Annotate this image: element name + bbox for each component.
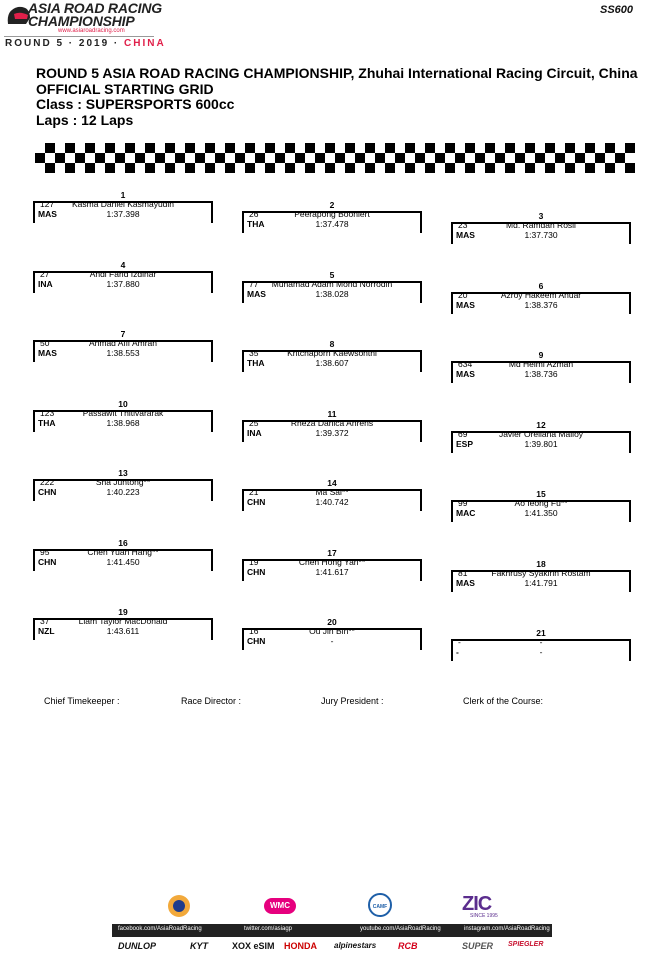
grid-position: 4 <box>120 259 126 270</box>
zic-logo: ZIC <box>462 893 492 915</box>
grid-position: 6 <box>538 280 544 291</box>
grid-position: 10 <box>118 398 128 409</box>
rider-name: Ahmad Afif Amran <box>88 338 158 348</box>
rider-name: Rheza Danica Ahrens <box>290 417 374 428</box>
logo-title: ASIA ROAD RACING CHAMPIONSHIP <box>28 0 162 29</box>
sponsor-rcb: RCB <box>398 941 418 951</box>
sponsor-alpinestars: alpinestars <box>334 941 377 950</box>
qualifying-time: 1:40.742 <box>315 497 349 507</box>
grid-position: 5 <box>329 269 335 280</box>
facebook-link[interactable]: facebook.com/AsiaRoadRacing <box>118 926 202 932</box>
grid-position: 1 <box>120 190 126 200</box>
rider-name: Chen Yuan Hang** <box>87 546 159 557</box>
rider-nationality: INA <box>38 278 53 289</box>
partner-emblem-icon <box>164 893 194 919</box>
divider <box>4 36 154 37</box>
grid-position: 20 <box>327 617 337 627</box>
jury-president-label: Jury President : <box>321 696 384 706</box>
rider-number: 81 <box>458 567 468 578</box>
qualifying-time: - <box>539 647 543 657</box>
rider-nationality: INA <box>247 427 262 438</box>
grid-position: 21 <box>536 628 546 638</box>
logo-url: www.asiaroadracing.com <box>58 28 125 34</box>
rider-number: 99 <box>458 498 468 508</box>
rider-name: Andi Farid Izdihar <box>89 268 157 279</box>
rider-nationality: MAS <box>38 209 57 219</box>
grid-position: 16 <box>118 537 128 548</box>
rider-name: Peerapong Boonlert <box>294 209 370 219</box>
rider-number: 27 <box>40 268 50 279</box>
rider-nationality: MAS <box>456 369 475 379</box>
grid-position: 18 <box>536 558 546 569</box>
clerk-label: Clerk of the Course: <box>463 696 544 706</box>
qualifying-time: 1:39.372 <box>315 427 349 438</box>
qualifying-time: 1:37.478 <box>315 219 349 229</box>
youtube-link[interactable]: youtube.com/AsiaRoadRacing <box>360 926 441 932</box>
rider-name: Ma Sai** <box>315 487 349 497</box>
rider-number: - <box>458 637 461 647</box>
qualifying-time: 1:38.028 <box>315 288 349 299</box>
grid-position: 8 <box>329 339 335 349</box>
rider-name: Fakhrusy Syakirin Rostam <box>491 567 591 578</box>
rider-nationality: CHN <box>247 497 266 507</box>
grid-position: 17 <box>327 547 337 558</box>
rider-name: Md Helmi Azman <box>508 359 574 369</box>
qualifying-time: 1:41.791 <box>524 577 558 588</box>
rider-nationality: MAS <box>456 230 475 240</box>
rider-name: Javier Orellana Malloy <box>498 428 584 439</box>
qualifying-time: 1:38.607 <box>315 358 349 368</box>
qualifying-time: 1:38.736 <box>524 369 558 379</box>
rider-number: 69 <box>458 428 468 439</box>
rider-number: 16 <box>249 626 259 636</box>
title-line: ROUND 5 ASIA ROAD RACING CHAMPIONSHIP, Zhuhai International Racing Circuit, China <box>36 65 638 81</box>
sponsor-kyt: KYT <box>190 941 208 951</box>
rider-nationality: MAS <box>247 288 266 299</box>
qualifying-time: 1:37.730 <box>524 230 558 240</box>
rider-nationality: ESP <box>456 438 474 449</box>
rider-nationality: CHN <box>38 556 57 567</box>
rider-number: 222 <box>40 477 55 487</box>
rider-name: Liam Taylor MacDonald <box>78 616 168 626</box>
qualifying-time: 1:38.553 <box>106 348 140 358</box>
rider-nationality: MAC <box>456 508 476 518</box>
qualifying-time: 1:40.223 <box>106 487 140 497</box>
grid-position: 19 <box>118 607 128 617</box>
qualifying-time: 1:37.398 <box>106 209 140 219</box>
rider-nationality: THA <box>38 417 56 428</box>
rider-name: Md. Ramdan Rosli <box>506 220 576 230</box>
document-title <box>36 66 638 128</box>
qualifying-time: 1:41.350 <box>524 508 558 518</box>
qualifying-time: 1:39.801 <box>524 438 558 449</box>
rider-nationality: THA <box>247 358 265 368</box>
rider-number: 20 <box>458 289 468 300</box>
grid-position: 14 <box>327 478 337 488</box>
rider-number: 50 <box>40 338 50 348</box>
grid-position: 2 <box>329 200 335 210</box>
rider-name: Chen Hong Yan** <box>298 556 366 567</box>
qualifying-time: 1:41.450 <box>106 556 140 567</box>
rider-nationality: CHN <box>247 636 266 646</box>
grid-position: 15 <box>536 489 546 499</box>
qualifying-time: - <box>330 636 334 646</box>
qualifying-time: 1:43.611 <box>106 626 140 636</box>
rider-nationality: NZL <box>38 626 55 636</box>
grid-position: 3 <box>538 211 544 221</box>
rider-number: 123 <box>40 407 55 418</box>
rider-number: 95 <box>40 546 50 557</box>
qualifying-time: 1:37.880 <box>106 278 140 289</box>
rider-number: 37 <box>40 616 50 626</box>
rider-number: 19 <box>249 556 259 567</box>
rider-nationality: THA <box>247 219 265 229</box>
rider-name: Ao Ieong Fu** <box>514 498 568 508</box>
chief-timekeeper-label: Chief Timekeeper : <box>44 696 120 706</box>
rider-name: Kasma Daniel Kasmayudin <box>71 199 175 209</box>
camf-logo: CAMF <box>368 893 392 917</box>
sponsor-xox: XOX eSIM <box>232 941 275 951</box>
wmc-logo: WMC <box>264 898 296 914</box>
title-line: OFFICIAL STARTING GRID <box>36 80 214 97</box>
grid-position: 9 <box>538 350 544 360</box>
grid-position: 11 <box>327 408 337 419</box>
class-tag: SS600 <box>600 4 634 16</box>
rider-number: 23 <box>458 220 468 230</box>
zic-since: SINCE 1995 <box>470 913 498 919</box>
round-label: ROUND 5 · 2019 · CHINA <box>5 38 166 49</box>
rider-name: Ou Jin Bin** <box>309 626 355 636</box>
qualifying-time: 1:41.617 <box>315 566 349 577</box>
rider-number: 35 <box>249 348 259 358</box>
grid-position: 12 <box>536 419 546 430</box>
rider-nationality: MAS <box>456 299 475 310</box>
checkered-flag-band <box>35 143 635 173</box>
rider-name: Azroy Hakeem Anuar <box>500 289 582 300</box>
grid-position: 7 <box>120 329 126 339</box>
sponsor-super: SUPER <box>462 941 494 951</box>
title-line: Laps : 12 Laps <box>36 111 134 128</box>
race-director-label: Race Director : <box>181 696 242 706</box>
title-line: Class : SUPERSPORTS 600cc <box>36 96 235 112</box>
rider-nationality: CHN <box>38 487 57 497</box>
qualifying-time: 1:38.376 <box>524 299 558 310</box>
rider-number: 77 <box>249 278 259 289</box>
rider-name: Sha Juntong** <box>95 477 151 487</box>
rider-name: Muhamad Adam Mohd Norrodin <box>271 278 393 289</box>
sponsor-honda: HONDA <box>284 941 317 951</box>
rider-nationality: MAS <box>38 348 57 358</box>
sponsor-dunlop: DUNLOP <box>118 941 156 951</box>
rider-number: 25 <box>249 417 259 428</box>
rider-name: Passawit Thitivararak <box>82 407 164 418</box>
qualifying-time: 1:38.968 <box>106 417 140 428</box>
rider-number: 634 <box>458 359 473 369</box>
twitter-link[interactable]: twitter.com/asiagp <box>244 926 293 932</box>
instagram-link[interactable]: instagram.com/AsiaRoadRacing <box>464 926 550 932</box>
social-bar <box>112 924 552 937</box>
rider-number: 26 <box>249 209 259 219</box>
rider-nationality: MAS <box>456 577 475 588</box>
rider-number: 127 <box>40 199 55 209</box>
grid-position: 13 <box>118 468 128 478</box>
rider-nationality: - <box>456 647 459 657</box>
rider-nationality: CHN <box>247 566 266 577</box>
rider-name: - <box>539 637 543 647</box>
sponsor-spiegler: SPIEGLER <box>508 941 544 948</box>
rider-name: Kritchaporn Kaewsonthi <box>287 348 377 358</box>
rider-number: 21 <box>249 487 259 497</box>
